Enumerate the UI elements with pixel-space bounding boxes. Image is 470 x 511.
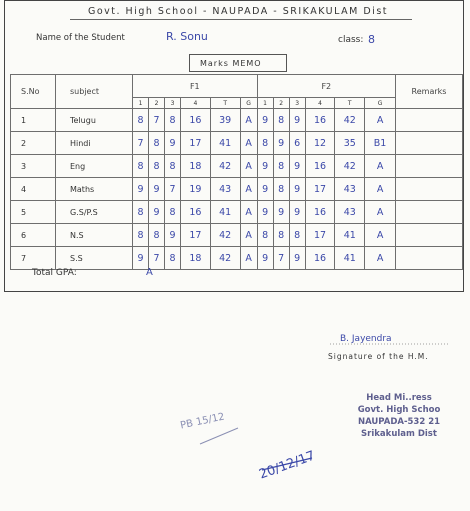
- f1-mark: 41: [210, 132, 240, 155]
- f1-mark: 9: [133, 247, 149, 270]
- f1-mark: 17: [181, 224, 211, 247]
- f2-mark: 16: [305, 201, 335, 224]
- total-gpa-value: A: [146, 267, 153, 278]
- f1-mark: 8: [133, 109, 149, 132]
- f1-mark: 8: [165, 109, 181, 132]
- row-sno: 7: [11, 247, 56, 270]
- f2-mark: 9: [289, 201, 305, 224]
- f1-mark: 8: [133, 224, 149, 247]
- f1-mark: 7: [149, 247, 165, 270]
- f2-mark: 9: [273, 132, 289, 155]
- row-subject: Hindi: [56, 132, 133, 155]
- f1-mark: 42: [210, 155, 240, 178]
- f1-subcol: T: [210, 98, 240, 109]
- f2-mark: 9: [289, 109, 305, 132]
- row-subject: Eng: [56, 155, 133, 178]
- f2-subcol: 1: [257, 98, 273, 109]
- f1-mark: 8: [149, 155, 165, 178]
- f2-mark: 8: [257, 224, 273, 247]
- f2-mark: 16: [305, 109, 335, 132]
- row-sno: 1: [11, 109, 56, 132]
- f2-mark: 17: [305, 178, 335, 201]
- f2-mark: 6: [289, 132, 305, 155]
- f1-mark: 9: [165, 224, 181, 247]
- f1-mark: 42: [210, 224, 240, 247]
- f2-mark: 16: [305, 155, 335, 178]
- f1-mark: 8: [165, 247, 181, 270]
- f1-subcol: 3: [165, 98, 181, 109]
- row-subject: N.S: [56, 224, 133, 247]
- f1-mark: A: [240, 201, 257, 224]
- f1-mark: 42: [210, 247, 240, 270]
- f1-mark: A: [240, 109, 257, 132]
- f2-mark: 8: [273, 224, 289, 247]
- f2-mark: 9: [289, 178, 305, 201]
- f1-mark: 8: [133, 201, 149, 224]
- f2-mark: 8: [289, 224, 305, 247]
- row-subject: Telugu: [56, 109, 133, 132]
- f2-mark: 8: [273, 155, 289, 178]
- f1-header: F1: [133, 75, 258, 98]
- f2-mark: 35: [335, 132, 365, 155]
- f2-mark: A: [365, 247, 396, 270]
- f1-mark: 19: [181, 178, 211, 201]
- f2-mark: 9: [289, 155, 305, 178]
- remarks-header: Remarks: [396, 75, 463, 109]
- initials-annotation-1: PB 15/12: [179, 411, 226, 432]
- f1-mark: 8: [165, 155, 181, 178]
- f2-mark: 41: [335, 224, 365, 247]
- f2-mark: A: [365, 224, 396, 247]
- f2-mark: 42: [335, 109, 365, 132]
- initials-annotation-2: 20/12/17: [257, 448, 318, 483]
- f1-mark: A: [240, 132, 257, 155]
- f2-subcol: 4: [305, 98, 335, 109]
- hm-signature: B. Jayendra: [340, 334, 392, 344]
- f2-mark: 43: [335, 201, 365, 224]
- f1-subcol: G: [240, 98, 257, 109]
- class-label: class:: [338, 35, 364, 45]
- row-sno: 3: [11, 155, 56, 178]
- f1-subcol: 1: [133, 98, 149, 109]
- f1-mark: 7: [149, 109, 165, 132]
- stroke-1: [200, 428, 238, 444]
- f1-subcol: 4: [181, 98, 211, 109]
- f2-mark: A: [365, 201, 396, 224]
- row-sno: 5: [11, 201, 56, 224]
- f2-subcol: 3: [289, 98, 305, 109]
- f1-subcol: 2: [149, 98, 165, 109]
- f2-subcol: 2: [273, 98, 289, 109]
- stamp-line-4: Srikakulam Dist: [361, 429, 437, 439]
- f2-mark: 9: [257, 109, 273, 132]
- student-name-label: Name of the Student: [36, 33, 125, 43]
- f2-mark: 9: [257, 178, 273, 201]
- row-subject: G.S/P.S: [56, 201, 133, 224]
- f2-mark: 41: [335, 247, 365, 270]
- f1-mark: 7: [133, 132, 149, 155]
- f2-mark: A: [365, 155, 396, 178]
- f1-mark: A: [240, 155, 257, 178]
- sno-header: S.No: [11, 75, 56, 109]
- f1-mark: 8: [165, 201, 181, 224]
- f1-mark: 41: [210, 201, 240, 224]
- f2-mark: 12: [305, 132, 335, 155]
- subject-header: subject: [56, 75, 133, 109]
- f1-mark: A: [240, 224, 257, 247]
- f2-mark: 9: [289, 247, 305, 270]
- f2-mark: 8: [273, 178, 289, 201]
- f2-mark: 9: [257, 201, 273, 224]
- f2-mark: 9: [257, 155, 273, 178]
- f1-mark: 18: [181, 247, 211, 270]
- student-name-value: R. Sonu: [166, 30, 208, 43]
- f2-mark: 9: [273, 201, 289, 224]
- stamp-line-2: Govt. High Schoo: [357, 405, 441, 415]
- f2-mark: 43: [335, 178, 365, 201]
- f2-mark: 8: [257, 132, 273, 155]
- memo-title: Marks MEMO: [200, 59, 262, 68]
- f2-mark: A: [365, 178, 396, 201]
- f1-mark: 16: [181, 201, 211, 224]
- f1-mark: 18: [181, 155, 211, 178]
- stamp-line-3: NAUPADA-532 21: [357, 417, 441, 427]
- stamp-line-1: Head Mi..ress: [366, 393, 432, 403]
- f2-mark: 42: [335, 155, 365, 178]
- f1-mark: 7: [165, 178, 181, 201]
- f1-mark: A: [240, 247, 257, 270]
- total-gpa-label: Total GPA:: [32, 268, 77, 278]
- f2-mark: 16: [305, 247, 335, 270]
- f2-mark: 8: [273, 109, 289, 132]
- f1-mark: 9: [133, 178, 149, 201]
- f1-mark: 9: [165, 132, 181, 155]
- f1-mark: 16: [181, 109, 211, 132]
- f2-mark: A: [365, 109, 396, 132]
- f1-mark: 39: [210, 109, 240, 132]
- f1-mark: 8: [149, 224, 165, 247]
- stroke-2: [262, 458, 312, 470]
- f2-header: F2: [257, 75, 395, 98]
- f1-mark: 9: [149, 178, 165, 201]
- school-title: Govt. High School - NAUPADA - SRIKAKULAM Dist: [88, 6, 388, 17]
- row-sno: 2: [11, 132, 56, 155]
- f2-mark: 17: [305, 224, 335, 247]
- f1-mark: A: [240, 178, 257, 201]
- f1-mark: 9: [149, 201, 165, 224]
- f2-mark: B1: [365, 132, 396, 155]
- f1-mark: 8: [133, 155, 149, 178]
- row-sno: 4: [11, 178, 56, 201]
- row-subject: Maths: [56, 178, 133, 201]
- f2-subcol: G: [365, 98, 396, 109]
- f2-mark: 7: [273, 247, 289, 270]
- f1-mark: 17: [181, 132, 211, 155]
- f1-mark: 8: [149, 132, 165, 155]
- f1-mark: 43: [210, 178, 240, 201]
- class-value: 8: [368, 33, 375, 46]
- signature-label: Signature of the H.M.: [328, 352, 429, 361]
- f2-mark: 9: [257, 247, 273, 270]
- row-sno: 6: [11, 224, 56, 247]
- f2-subcol: T: [335, 98, 365, 109]
- row-subject: S.S: [56, 247, 133, 270]
